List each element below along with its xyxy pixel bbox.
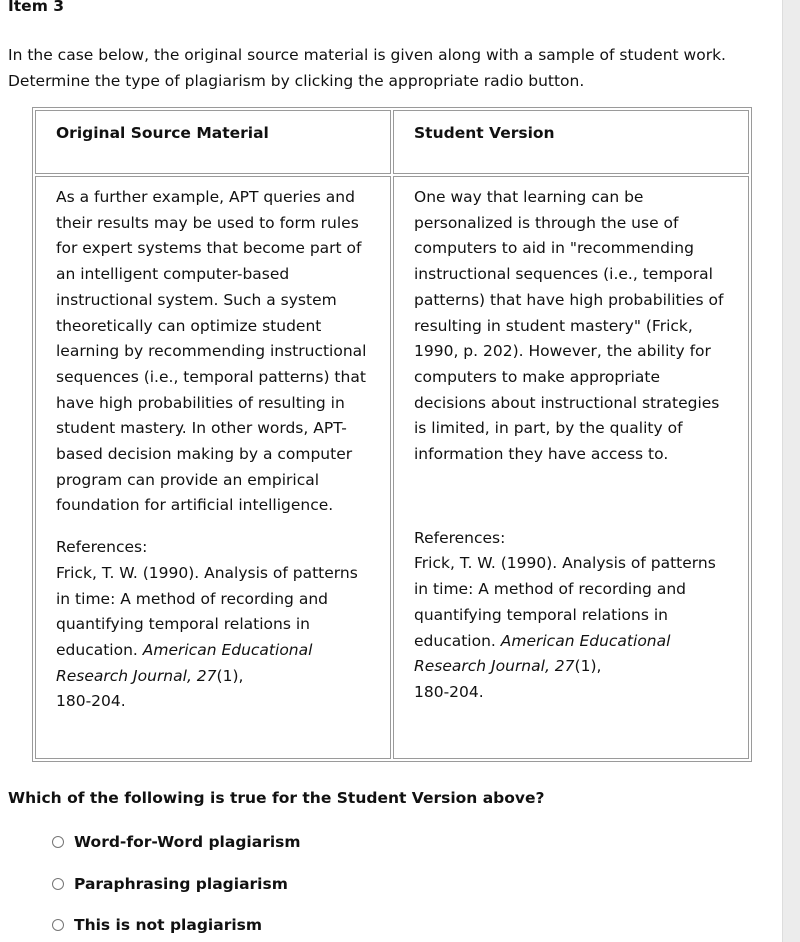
vertical-scrollbar[interactable] <box>782 0 800 942</box>
original-header: Original Source Material <box>56 124 269 142</box>
option-not-plagiarism[interactable] <box>52 916 262 934</box>
radio-not-plagiarism[interactable] <box>52 919 64 931</box>
option-label[interactable]: Word-for-Word plagiarism <box>74 833 301 851</box>
citation-issue: (1), <box>216 666 244 685</box>
original-source-text: As a further example, APT queries and their results may be used to form rules for expert systems that become part of an intelligent computer-based instructional system. Such a system theoretically can optimize student learning by recommending instructional sequences (i.e., temporal patterns) that have high probabilities of resulting in student mastery. In other words, APT-based decision making by a computer program can provide an empirical foundation for artificial intelligence. <box>56 188 367 515</box>
citation-pages: 180-204. <box>56 692 126 711</box>
option-paraphrasing[interactable] <box>52 875 288 893</box>
instructions <box>8 42 774 94</box>
reference-citation <box>414 551 728 705</box>
comparison-table <box>32 107 752 762</box>
citation-authors-title: Frick, T. W. (1990). Analysis of patterns in time: A method of recording and quantifying temporal relations in education. <box>414 554 716 650</box>
citation-issue: (1), <box>574 657 602 676</box>
student-version-cell <box>393 176 749 759</box>
original-source-cell <box>35 176 391 759</box>
instructions-line-1: In the case below, the original source material is given along with a sample of student work. <box>8 46 726 64</box>
reference-citation <box>56 561 370 715</box>
citation-journal: American Educational Research Journal, 27 <box>56 640 313 685</box>
option-label[interactable]: Paraphrasing plagiarism <box>74 875 288 893</box>
citation-authors-title: Frick, T. W. (1990). Analysis of patterns in time: A method of recording and quantifying temporal relations in education. <box>56 563 358 659</box>
citation-journal: American Educational Research Journal, 27 <box>414 631 671 676</box>
citation-pages: 180-204. <box>414 682 484 701</box>
option-word-for-word[interactable] <box>52 833 301 851</box>
student-header: Student Version <box>414 124 555 142</box>
student-version-text: One way that learning can be personalized is through the use of computers to aid in "recommending instructional sequences (i.e., temporal patterns) that have high probabilities of resulting in student mastery" (Frick, 1990, p. 202). However, the ability for computers to make appropriate decisions about instructional strategies is limited, in part, by the quality of information they have access to. <box>414 188 724 464</box>
references-label: References: <box>414 528 506 547</box>
references-label: References: <box>56 538 148 557</box>
item-title: Item 3 <box>8 0 65 15</box>
radio-word-for-word[interactable] <box>52 836 64 848</box>
student-header-cell <box>393 110 749 174</box>
radio-paraphrasing[interactable] <box>52 878 64 890</box>
student-references <box>414 526 728 706</box>
option-label[interactable]: This is not plagiarism <box>74 916 263 934</box>
original-header-cell <box>35 110 391 174</box>
original-references <box>56 535 370 715</box>
instructions-line-2: Determine the type of plagiarism by clicking the appropriate radio button. <box>8 72 585 90</box>
question-prompt: Which of the following is true for the Student Version above? <box>8 789 545 807</box>
